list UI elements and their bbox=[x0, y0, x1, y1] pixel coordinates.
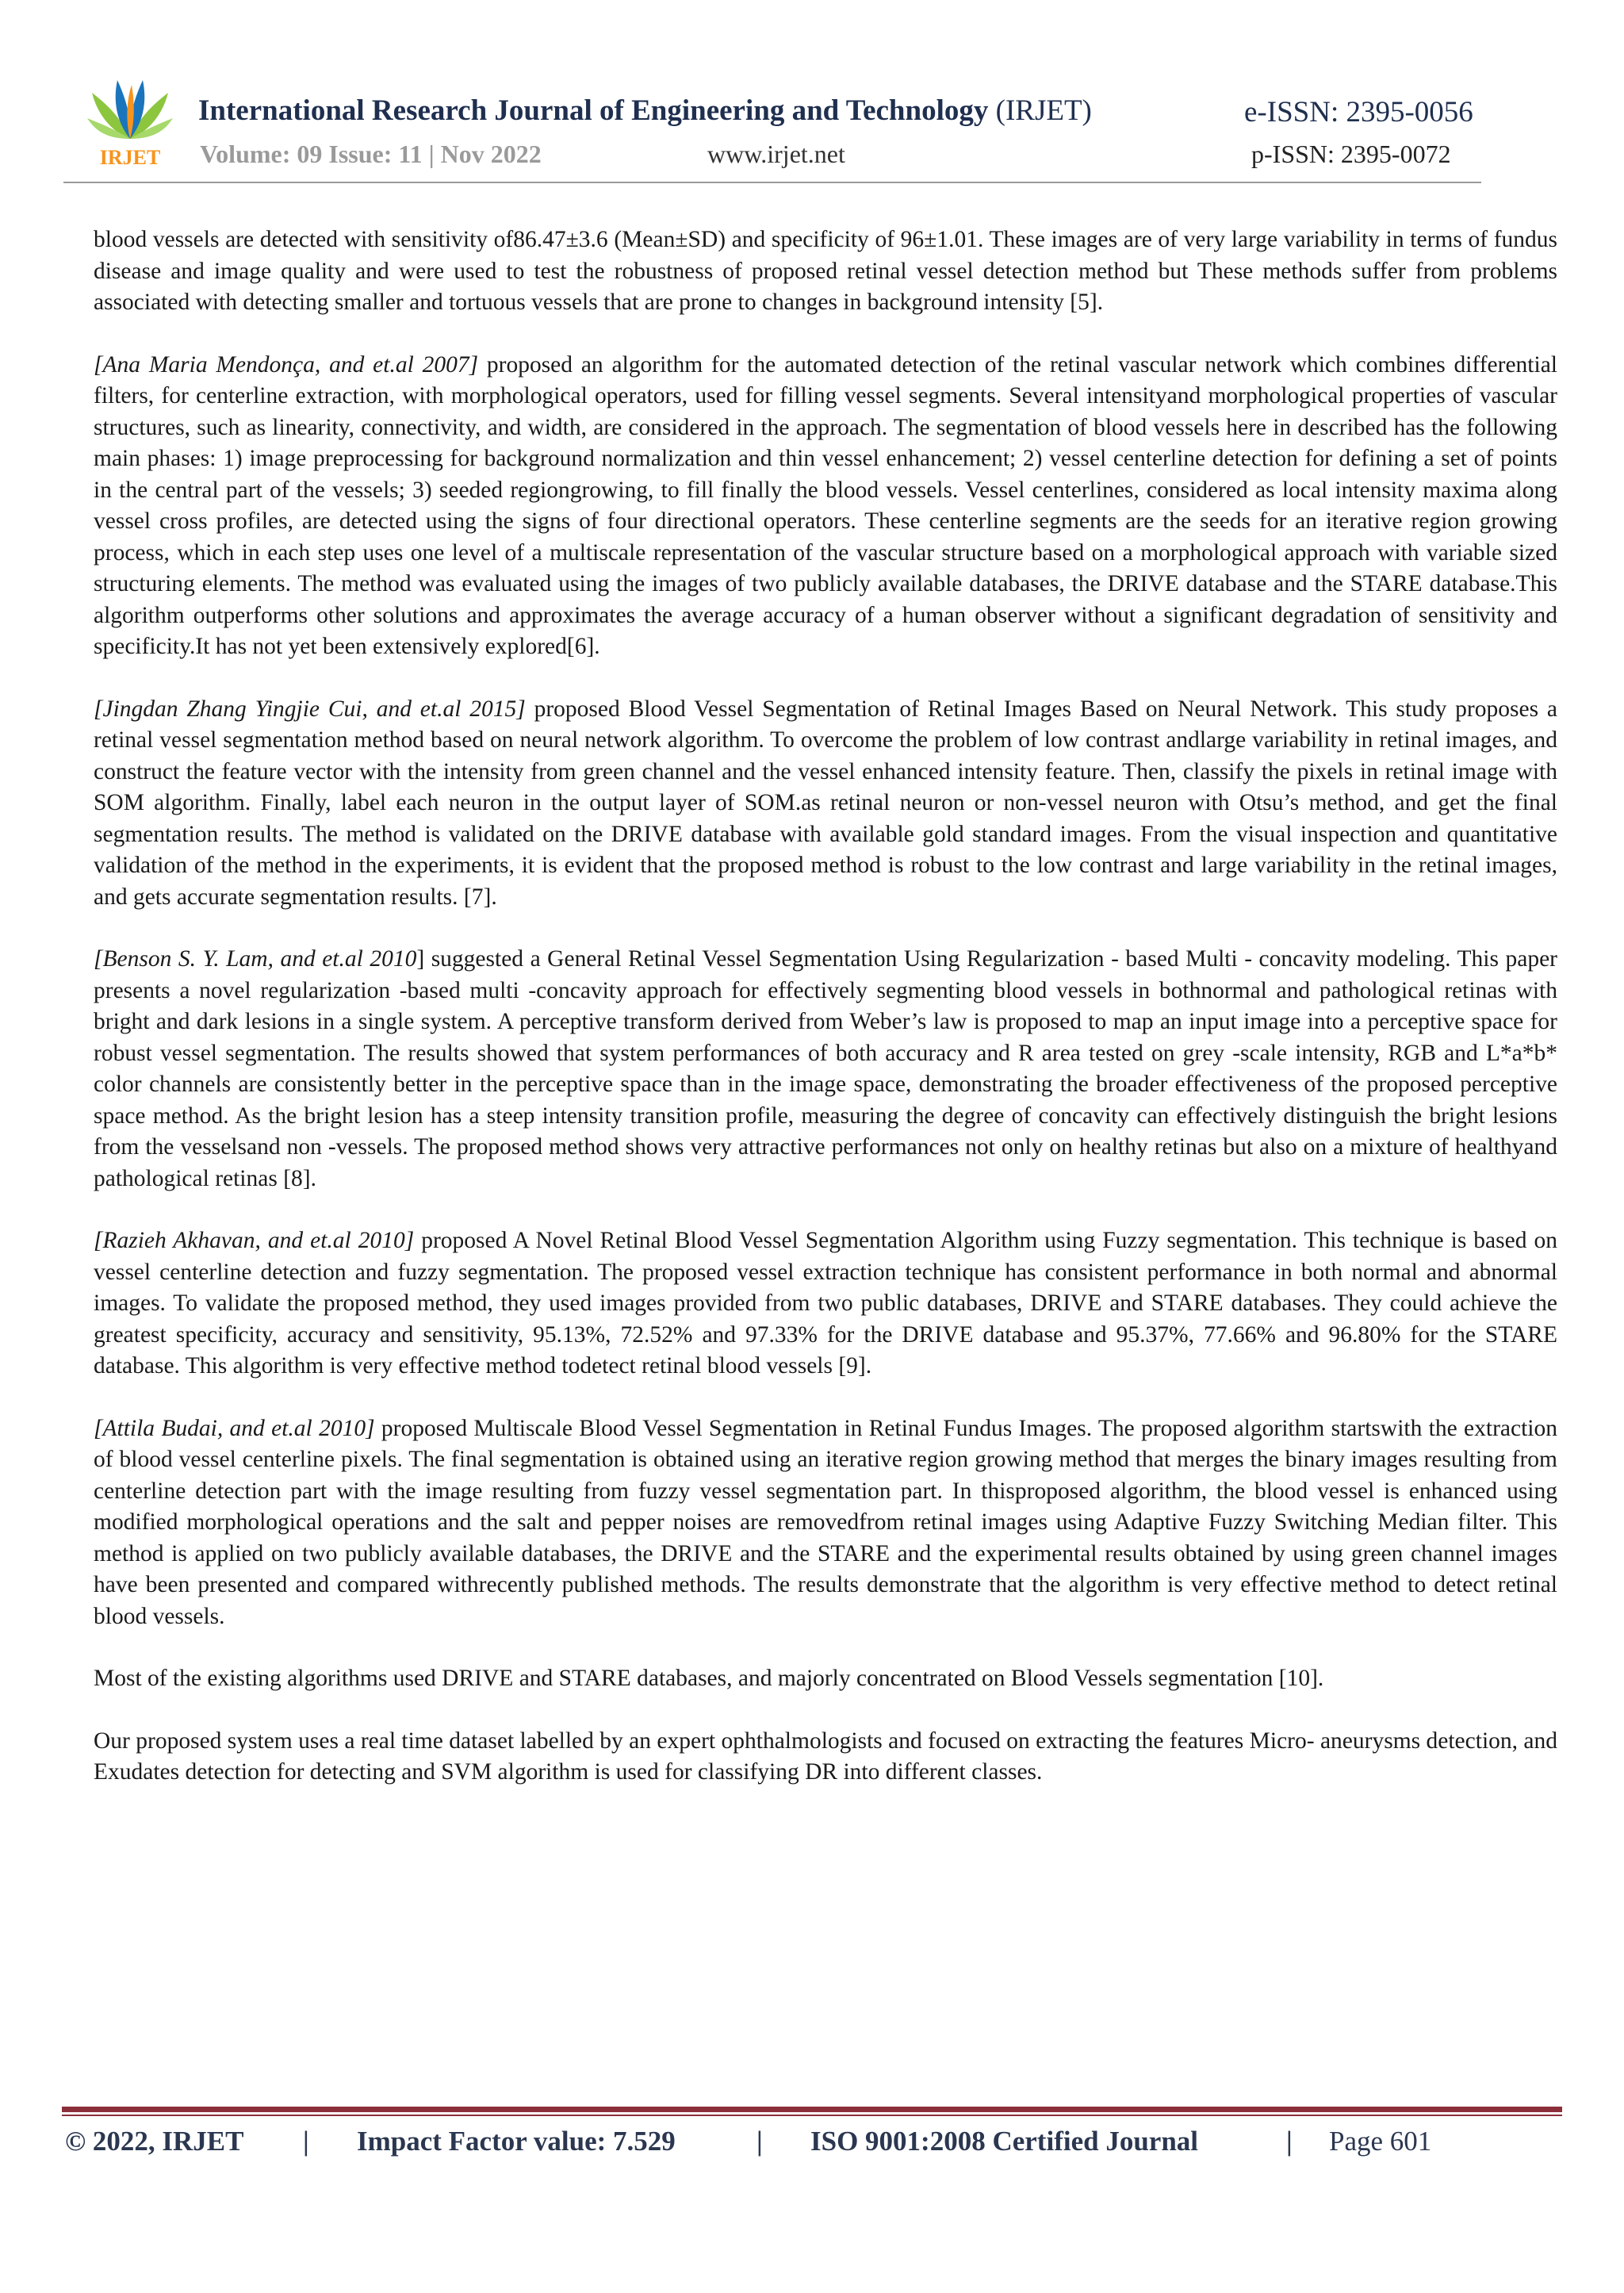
citation-author: [Jingdan Zhang Yingjie Cui, and et.al 2015] bbox=[94, 696, 526, 722]
paragraph-zhang bbox=[94, 694, 1557, 914]
p-issn: p-ISSN: 2395-0072 bbox=[1251, 140, 1451, 168]
journal-name: International Research Journal of Engineering and Technology bbox=[198, 94, 989, 127]
paragraph-text: Our proposed system uses a real time dataset labelled by an expert ophthalmologists and focused on extracting the features Micro- aneurysms detection, and Exudates detection for detecting and SVM algorithm is used for classifying DR into different classes. bbox=[94, 1727, 1557, 1785]
paragraph-text: Most of the existing algorithms used DRIVE and STARE databases, and majorly concentrated on Blood Vessels segmentation [10]. bbox=[94, 1666, 1324, 1691]
footer-page-number: Page 601 bbox=[1329, 2126, 1432, 2157]
footer-separator: | bbox=[303, 2126, 309, 2157]
footer-iso-certification: ISO 9001:2008 Certified Journal bbox=[810, 2126, 1199, 2157]
svg-text:IRJET: IRJET bbox=[99, 146, 161, 169]
paragraph-existing-algorithms bbox=[94, 1663, 1557, 1695]
journal-website: www.irjet.net bbox=[707, 140, 845, 168]
paragraph-lam bbox=[94, 944, 1557, 1194]
paragraph-mendonca bbox=[94, 350, 1557, 663]
e-issn: e-ISSN: 2395-0056 bbox=[1244, 96, 1473, 128]
volume-issue: Volume: 09 Issue: 11 | Nov 2022 bbox=[200, 140, 542, 168]
citation-author: [Ana Maria Mendonça, and et.al 2007] bbox=[94, 351, 479, 378]
irjet-logo bbox=[86, 75, 174, 171]
paragraph-text: proposed A Novel Retinal Blood Vessel Segmentation Algorithm using Fuzzy segmentation. This technique is based on vessel centerline detection and fuzzy segmentation. The proposed vessel extraction technique has consistent performance in both normal and abnormal images. To validate the proposed method, they used images provided from two public databases, DRIVE and STARE databases. They could achieve the greatest specificity, accuracy and sensitivity, 95.13%, 72.52% and 97.33% for the DRIVE database and 95.37%, 77.66% and 96.80% for the STARE database. This algorithm is very effective method todetect retinal blood vessels [9]. bbox=[94, 1228, 1557, 1378]
footer-impact-factor: Impact Factor value: 7.529 bbox=[357, 2126, 676, 2157]
header-divider bbox=[63, 182, 1481, 183]
footer-divider-thin bbox=[62, 2115, 1562, 2116]
footer-separator: | bbox=[756, 2126, 763, 2157]
citation-author: [Benson S. Y. Lam, and et.al 2010 bbox=[94, 946, 417, 972]
paragraph-akhavan bbox=[94, 1225, 1557, 1382]
journal-title bbox=[198, 94, 1092, 128]
paragraph-text: proposed Multiscale Blood Vessel Segmentation in Retinal Fundus Images. The proposed algorithm startswith the extraction of blood vessel centerline pixels. The final segmentation is obtained using an iterative region growing method that merges the binary images resulting from centerline detection part with the image resulting from fuzzy vessel segmentation part. In thisproposed algorithm, the blood vessel is enhanced using modified morphological operations and the salt and pepper noises are removedfrom retinal images using Adaptive Fuzzy Switching Median filter. This method is applied on two publicly available databases, the DRIVE and the STARE and the experimental results obtained by using green channel images have been presented and compared withrecently published methods. The results demonstrate that the algorithm is very effective method to detect retinal blood vessels. bbox=[94, 1415, 1557, 1629]
footer-copyright: © 2022, IRJET bbox=[65, 2126, 244, 2157]
paragraph-sensitivity bbox=[94, 224, 1557, 319]
paragraph-proposed-system bbox=[94, 1726, 1557, 1789]
paragraph-text: blood vessels are detected with sensitivity of86.47±3.6 (Mean±SD) and specificity of 96±1.01. These images are of very large variability in terms of fundus disease and image quality and were used to test the robustness of proposed retinal vessel detection method but These methods suffer from problems associated with detecting smaller and tortuous vessels that are prone to changes in background intensity [5]. bbox=[94, 227, 1557, 315]
paragraph-text: proposed an algorithm for the automated detection of the retinal vascular network which combines differential filters, for centerline extraction, with morphological operators, used for filling vessel segments. Several intensityand morphological properties of vascular structures, such as linearity, connectivity, and width, are considered in the approach. The segmentation of blood vessels here in described has the following main phases: 1) image preprocessing for background normalization and thin vessel enhancement; 2) vessel centerline detection for defining a set of points in the central part of the vessels; 3) seeded regiongrowing, to fill finally the blood vessels. Vessel centerlines, considered as local intensity maxima along vessel cross profiles, are detected using the signs of four directional operators. These centerline segments are the seeds for an iterative region growing process, which in each step uses one level of a multiscale representation of the vascular structure based on a morphological approach with variable sized structuring elements. The method was evaluated using the images of two publicly available databases, the DRIVE database and the STARE database.This algorithm outperforms other solutions and approximates the average accuracy of a human observer without a significant degradation of sensitivity and specificity.It has not yet been extensively explored[6]. bbox=[94, 351, 1557, 659]
paragraph-text: proposed Blood Vessel Segmentation of Retinal Images Based on Neural Network. This study proposes a retinal vessel segmentation method based on neural network algorithm. To overcome the problem of low contrast andlarge variability in retinal images, and construct the feature vector with the intensity from green channel and the vessel enhanced intensity feature. Then, classify the pixels in retinal image with SOM algorithm. Finally, label each neuron in the output layer of SOM.as retinal neuron or non-vessel neuron with Otsu’s method, and get the final segmentation results. The method is validated on the DRIVE database with available gold standard images. From the visual inspection and quantitative validation of the method in the experiments, it is evident that the proposed method is robust to the low contrast and large variability in the retinal images, and gets accurate segmentation results. [7]. bbox=[94, 696, 1557, 910]
journal-abbr: (IRJET) bbox=[995, 94, 1092, 127]
paragraph-budai bbox=[94, 1413, 1557, 1633]
footer-separator: | bbox=[1286, 2126, 1293, 2157]
paragraph-text: ] suggested a General Retinal Vessel Segmentation Using Regularization - based Multi - concavity modeling. This paper presents a novel regularization -based multi -concavity approach for effectively segmenting blood vessels in bothnormal and pathological retinas with bright and dark lesions in a single system. A perceptive transform derived from Weber’s law is proposed to map an input image into a perceptive space for robust vessel segmentation. The results showed that system performances of both accuracy and R area tested on grey -scale intensity, RGB and L*a*b* color channels are consistently better in the perceptive space than in the image space, demonstrating the broader effectiveness of the proposed perceptive space method. As the bright lesion has a steep intensity transition profile, measuring the degree of concavity can effectively distinguish the bright lesions from the vesselsand non -vessels. The proposed method shows very attractive performances not only on healthy retinas but also on a mixture of healthyand pathological retinas [8]. bbox=[94, 946, 1558, 1191]
article-body bbox=[94, 224, 1557, 1819]
journal-header bbox=[0, 0, 1624, 190]
citation-author: [Razieh Akhavan, and et.al 2010] bbox=[94, 1228, 415, 1253]
footer-divider-thick bbox=[62, 2107, 1562, 2112]
citation-author: [Attila Budai, and et.al 2010] bbox=[94, 1415, 375, 1441]
